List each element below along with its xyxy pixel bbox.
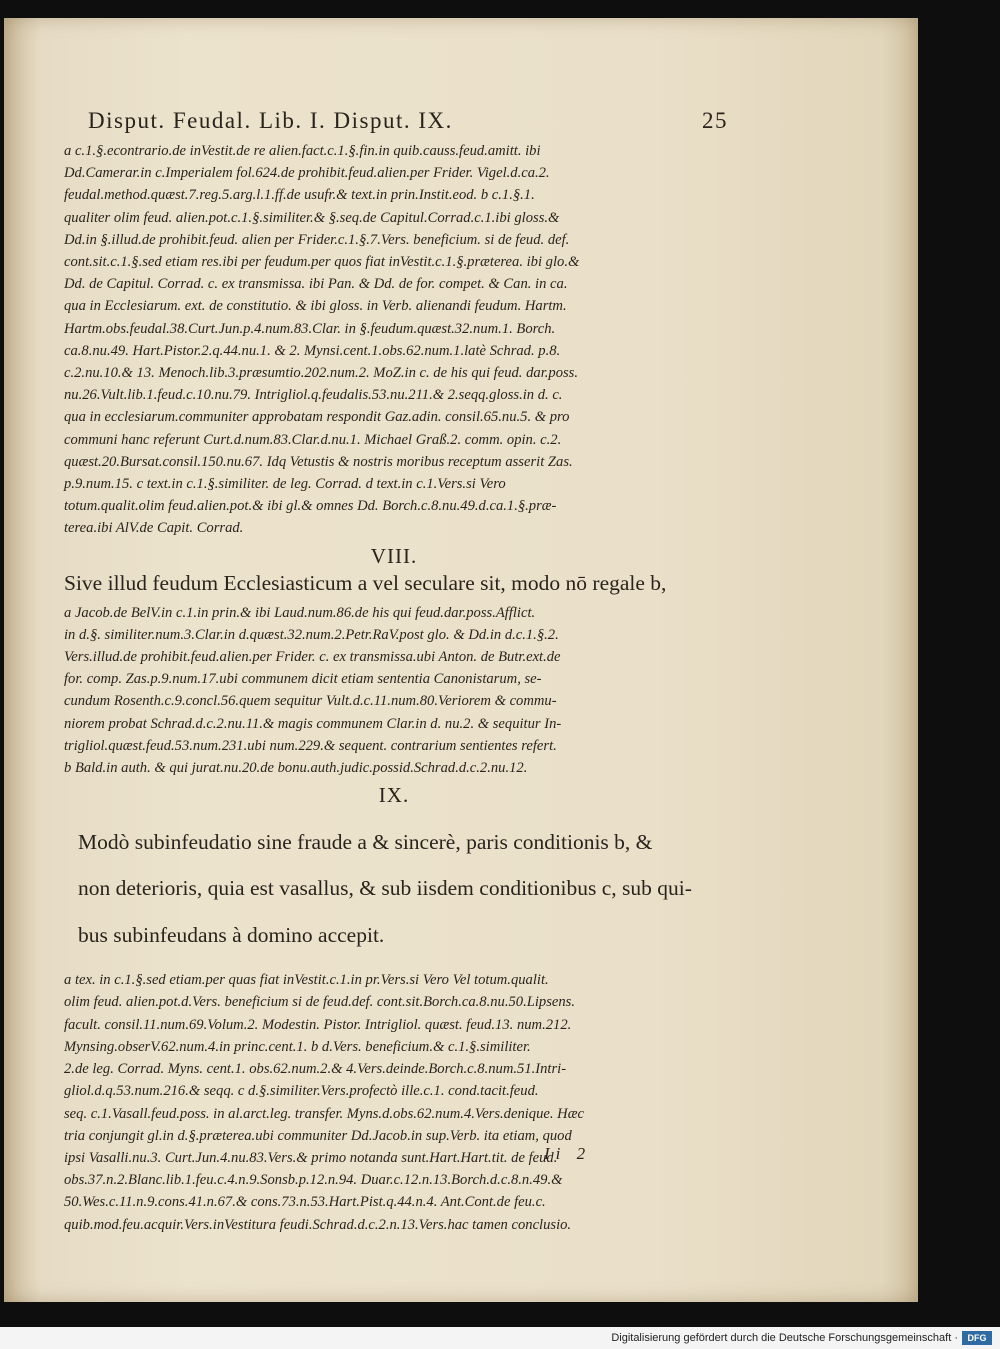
footnote-line: olim feud. alien.pot.d.Vers. beneficium si de feud.def. cont.sit.Borch.ca.8.nu.50.Lipsens. — [64, 994, 575, 1011]
section-text-9 — [64, 830, 724, 948]
section-text-line: non deterioris, quia est vasallus, & sub iisdem conditionibus c, sub qui- — [78, 876, 692, 901]
section-text-line: bus subinfeudans à domino accepit. — [78, 922, 385, 947]
footnote-line: b Bald.in auth. & qui jurat.nu.20.de bonu.auth.judic.possid.Schrad.d.c.2.nu.12. — [64, 760, 528, 777]
section-numeral-8: VIII. — [370, 543, 418, 568]
running-header — [88, 108, 728, 134]
footnote-line: qualiter olim feud. alien.pot.c.1.§.similiter.& §.seq.de Capitul.Corrad.c.1.ibi gloss.& — [64, 209, 560, 226]
dfg-logo: DFG — [962, 1331, 992, 1345]
footnote-line: a c.1.§.econtrario.de inVestit.de re alien.fact.c.1.§.fin.in quib.causs.feud.amitt. ibi — [64, 143, 541, 159]
footnotes-block-2 — [64, 602, 724, 780]
footnote-line: feudal.method.quæst.7.reg.5.arg.l.1.ff.de usufr.& text.in prin.Instit.eod. b c.1.§.1. — [64, 187, 535, 204]
book-page — [4, 18, 918, 1302]
footnote-line: Mynsing.obserV.62.num.4.in princ.cent.1. b d.Vers. beneficium.& c.1.§.similiter. — [64, 1038, 531, 1055]
footnote-line: nu.26.Vult.lib.1.feud.c.10.nu.79. Intrigliol.q.feudalis.53.nu.211.& 2.seqq.gloss.in d. c. — [64, 387, 563, 404]
footnotes-block-3 — [64, 969, 724, 1235]
footnote-line: communi hanc referunt Curt.d.num.83.Clar.d.nu.1. Michael Graß.2. comm. opin. c.2. — [64, 431, 562, 448]
footnote-line: gliol.d.q.53.num.216.& seqq. c d.§.similiter.Vers.profectò ille.c.1. cond.tacit.feud. — [64, 1083, 539, 1100]
footnote-line: cundum Rosenth.c.9.concl.56.quem sequitur Vult.d.c.11.num.80.Veriorem & commu- — [64, 693, 557, 710]
footnote-line: Dd.in §.illud.de prohibit.feud. alien per Frider.c.1.§.7.Vers. beneficium. si de feud. def. — [64, 231, 570, 248]
footnote-line: seq. c.1.Vasall.feud.poss. in al.arct.leg. transfer. Myns.d.obs.62.num.4.Vers.denique. Hæc — [64, 1105, 584, 1122]
footnote-line: in d.§. similiter.num.3.Clar.in d.quæst.32.num.2.Petr.RaV.post glo. & Dd.in d.c.1.§.2. — [64, 626, 559, 643]
section-text-8: Sive illud feudum Ecclesiasticum a vel seculare sit, modo nō regale b, — [64, 570, 667, 595]
page-content — [64, 108, 728, 1236]
footnote-line: 2.de leg. Corrad. Myns. cent.1. obs.62.num.2.& 4.Vers.deinde.Borch.c.8.num.51.Intri- — [64, 1061, 567, 1078]
footer-credit: Digitalisierung gefördert durch die Deutsche Forschungsgemeinschaft · — [611, 1332, 958, 1344]
footnote-line: 50.Wes.c.11.n.9.cons.41.n.67.& cons.73.n.53.Hart.Pist.q.44.n.4. Ant.Cont.de feu.c. — [64, 1194, 546, 1211]
footnote-line: terea.ibi AlV.de Capit. Corrad. — [64, 520, 244, 537]
section-text-line: Modò subinfeudatio sine fraude a & sincerè, paris conditionis b, & — [78, 829, 653, 854]
header-title: Disput. Feudal. Lib. I. Disput. IX. — [88, 108, 453, 133]
footnote-line: cont.sit.c.1.§.sed etiam res.ibi per feudum.per quos fiat inVestit.c.1.§.præterea. ibi glo.& — [64, 254, 580, 271]
footnote-line: quæst.20.Bursat.consil.150.nu.67. Idq Vetustis & nostris moribus receptum asserit Zas. — [64, 453, 573, 470]
footnote-line: Vers.illud.de prohibit.feud.alien.per Frider. c. ex transmissa.ubi Anton. de Butr.ext.de — [64, 649, 561, 666]
footnote-line: p.9.num.15. c text.in c.1.§.similiter. de leg. Corrad. d text.in c.1.Vers.si Vero — [64, 476, 506, 493]
footnote-line: facult. consil.11.num.69.Volum.2. Modestin. Pistor. Intrigliol. quæst. feud.13. num.212. — [64, 1016, 572, 1033]
footnote-line: c.2.nu.10.& 13. Menoch.lib.3.præsumtio.202.num.2. MoZ.in c. de his qui feud. dar.poss. — [64, 365, 579, 382]
section-numeral-9: IX. — [378, 783, 410, 808]
footnote-line: ca.8.nu.49. Hart.Pistor.2.q.44.nu.1. & 2. Mynsi.cent.1.obs.62.num.1.latè Schrad. p.8. — [64, 342, 561, 359]
footnote-line: obs.37.n.2.Blanc.lib.1.feu.c.4.n.9.Sonsb.p.12.n.94. Duar.c.12.n.13.Borch.d.c.8.n.49.& — [64, 1172, 563, 1189]
footnote-line: trigliol.quæst.feud.53.num.231.ubi num.229.& sequent. contrarium sentientes refert. — [64, 737, 557, 754]
footnote-line: Dd. de Capitul. Corrad. c. ex transmissa. ibi Pan. & Dd. de for. compet. & Can. in ca. — [64, 276, 568, 293]
footer-bar — [0, 1327, 1000, 1349]
footnote-line: qua in Ecclesiarum. ext. de constitutio. & ibi gloss. in Verb. alienandi feudum. Hartm. — [64, 298, 567, 315]
footnote-line: ipsi Vasalli.nu.3. Curt.Jun.4.nu.83.Vers.& primo notanda sunt.Hart.Hart.tit. de feud. — [64, 1149, 558, 1166]
footnote-line: for. comp. Zas.p.9.num.17.ubi communem dicit etiam sententia Canonistarum, se- — [64, 671, 542, 688]
footnote-line: tria conjungit gl.in d.§.præterea.ubi communiter Dd.Jacob.in sup.Verb. ita etiam, quod — [64, 1127, 572, 1144]
footnote-line: a Jacob.de BelV.in c.1.in prin.& ibi Laud.num.86.de his qui feud.dar.poss.Afflict. — [64, 604, 536, 621]
signature-mark: Ii 2 — [544, 1144, 592, 1163]
footnote-line: niorem probat Schrad.d.c.2.nu.11.& magis communem Clar.in d. nu.2. & sequitur In- — [64, 715, 562, 732]
footnote-line: Dd.Camerar.in c.Imperialem fol.624.de prohibit.feud.alien.per Frider. Vigel.d.ca.2. — [64, 165, 550, 182]
footnote-line: qua in ecclesiarum.communiter approbatam respondit Gaz.adin. consil.65.nu.5. & pro — [64, 409, 570, 426]
page-number: 25 — [702, 108, 728, 133]
footnote-line: Hartm.obs.feudal.38.Curt.Jun.p.4.num.83.Clar. in §.feudum.quæst.32.num.1. Borch. — [64, 320, 556, 337]
footnote-line: a tex. in c.1.§.sed etiam.per quas fiat inVestit.c.1.in pr.Vers.si Vero Vel totum.qualit. — [64, 972, 549, 989]
footnote-line: quib.mod.feu.acquir.Vers.inVestitura feudi.Schrad.d.c.2.n.13.Vers.hac tamen conclusio. — [64, 1216, 572, 1233]
footnotes-block-1 — [64, 140, 724, 540]
footnote-line: totum.qualit.olim feud.alien.pot.& ibi gl.& omnes Dd. Borch.c.8.nu.49.d.ca.1.§.præ- — [64, 498, 557, 515]
